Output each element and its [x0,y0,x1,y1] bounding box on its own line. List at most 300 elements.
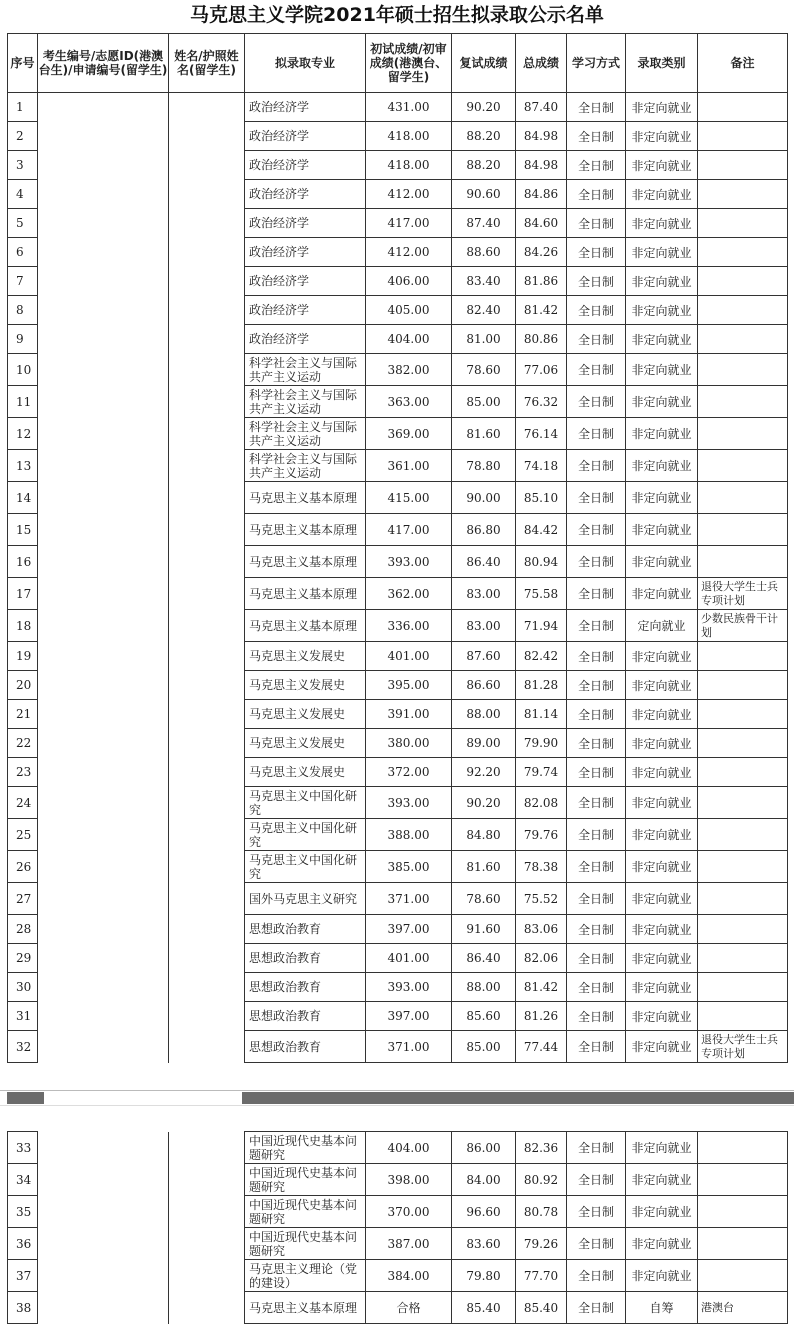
cell-exam-id [38,819,169,851]
cell-major: 中国近现代史基本问题研究 [245,1228,366,1260]
cell-total-score: 79.74 [516,758,567,787]
table-row [8,578,788,610]
cell-name [169,93,245,122]
cell-retest-score: 87.60 [452,642,516,671]
cell-category: 非定向就业 [626,973,698,1002]
cell-category: 非定向就业 [626,238,698,267]
cell-retest-score: 83.00 [452,578,516,610]
cell-major: 马克思主义基本原理 [245,610,366,642]
table-row [8,122,788,151]
header-initial-score: 初试成绩/初审成绩(港澳台、留学生) [366,34,452,93]
cell-name [169,238,245,267]
cell-category: 非定向就业 [626,883,698,915]
cell-seq: 21 [8,700,38,729]
cell-retest-score: 82.40 [452,296,516,325]
table-row [8,1196,788,1228]
table-row [8,546,788,578]
cell-note [698,514,788,546]
cell-total-score: 82.36 [516,1132,567,1164]
cell-exam-id [38,1031,169,1063]
cell-category: 定向就业 [626,610,698,642]
cell-major: 马克思主义基本原理 [245,482,366,514]
cell-retest-score: 83.00 [452,610,516,642]
cell-note [698,546,788,578]
cell-category: 非定向就业 [626,267,698,296]
table-row [8,915,788,944]
cell-study-mode: 全日制 [567,973,626,1002]
table-row [8,787,788,819]
cell-major: 马克思主义发展史 [245,729,366,758]
cell-exam-id [38,325,169,354]
cell-category: 非定向就业 [626,851,698,883]
cell-name [169,642,245,671]
cell-exam-id [38,418,169,450]
cell-retest-score: 83.40 [452,267,516,296]
cell-note [698,671,788,700]
cell-category: 非定向就业 [626,671,698,700]
cell-note [698,122,788,151]
cell-seq: 19 [8,642,38,671]
table-row [8,944,788,973]
table-row [8,1228,788,1260]
cell-seq: 34 [8,1164,38,1196]
page-break-line-top [0,1090,794,1091]
cell-initial-score: 387.00 [366,1228,452,1260]
page-break-bar-left [7,1092,44,1104]
cell-total-score: 85.10 [516,482,567,514]
cell-major: 思想政治教育 [245,973,366,1002]
cell-name [169,787,245,819]
cell-category: 非定向就业 [626,1132,698,1164]
cell-seq: 15 [8,514,38,546]
cell-note [698,267,788,296]
cell-study-mode: 全日制 [567,1260,626,1292]
cell-total-score: 81.26 [516,1002,567,1031]
table-row [8,238,788,267]
cell-retest-score: 88.00 [452,973,516,1002]
cell-note [698,1260,788,1292]
cell-exam-id [38,671,169,700]
cell-note [698,238,788,267]
cell-note [698,354,788,386]
cell-study-mode: 全日制 [567,915,626,944]
cell-study-mode: 全日制 [567,238,626,267]
cell-exam-id [38,944,169,973]
table-row [8,973,788,1002]
cell-total-score: 77.70 [516,1260,567,1292]
cell-study-mode: 全日制 [567,758,626,787]
cell-retest-score: 90.20 [452,93,516,122]
cell-category: 非定向就业 [626,787,698,819]
cell-name [169,915,245,944]
cell-retest-score: 78.60 [452,883,516,915]
cell-category: 非定向就业 [626,514,698,546]
cell-initial-score: 385.00 [366,851,452,883]
cell-major: 政治经济学 [245,151,366,180]
cell-category: 非定向就业 [626,1164,698,1196]
cell-study-mode: 全日制 [567,514,626,546]
cell-major: 马克思主义基本原理 [245,1292,366,1324]
table-row [8,819,788,851]
cell-initial-score: 401.00 [366,944,452,973]
cell-name [169,450,245,482]
cell-retest-score: 86.40 [452,944,516,973]
cell-study-mode: 全日制 [567,93,626,122]
cell-major: 马克思主义发展史 [245,671,366,700]
cell-name [169,1031,245,1063]
cell-retest-score: 81.00 [452,325,516,354]
cell-study-mode: 全日制 [567,819,626,851]
cell-name [169,1260,245,1292]
cell-seq: 30 [8,973,38,1002]
cell-major: 政治经济学 [245,180,366,209]
cell-study-mode: 全日制 [567,418,626,450]
cell-retest-score: 86.60 [452,671,516,700]
cell-initial-score: 380.00 [366,729,452,758]
cell-total-score: 84.26 [516,238,567,267]
cell-seq: 25 [8,819,38,851]
header-retest-score: 复试成绩 [452,34,516,93]
cell-initial-score: 合格 [366,1292,452,1324]
cell-name [169,883,245,915]
cell-category: 非定向就业 [626,1228,698,1260]
cell-major: 马克思主义基本原理 [245,514,366,546]
cell-name [169,1196,245,1228]
cell-study-mode: 全日制 [567,482,626,514]
cell-name [169,267,245,296]
cell-total-score: 77.44 [516,1031,567,1063]
cell-category: 非定向就业 [626,354,698,386]
cell-seq: 16 [8,546,38,578]
cell-note [698,973,788,1002]
cell-retest-score: 88.20 [452,151,516,180]
cell-seq: 6 [8,238,38,267]
cell-initial-score: 405.00 [366,296,452,325]
cell-initial-score: 418.00 [366,151,452,180]
cell-total-score: 85.40 [516,1292,567,1324]
cell-exam-id [38,514,169,546]
cell-category: 非定向就业 [626,450,698,482]
cell-study-mode: 全日制 [567,700,626,729]
header-note: 备注 [698,34,788,93]
cell-seq: 10 [8,354,38,386]
cell-note [698,296,788,325]
cell-retest-score: 88.20 [452,122,516,151]
cell-seq: 4 [8,180,38,209]
cell-total-score: 80.94 [516,546,567,578]
cell-exam-id [38,209,169,238]
cell-initial-score: 397.00 [366,1002,452,1031]
cell-name [169,973,245,1002]
cell-total-score: 82.06 [516,944,567,973]
cell-retest-score: 78.60 [452,354,516,386]
cell-initial-score: 412.00 [366,180,452,209]
cell-initial-score: 361.00 [366,450,452,482]
cell-name [169,671,245,700]
table-row [8,1292,788,1324]
cell-initial-score: 404.00 [366,1132,452,1164]
header-category: 录取类别 [626,34,698,93]
cell-category: 非定向就业 [626,944,698,973]
cell-category: 非定向就业 [626,325,698,354]
cell-exam-id [38,1228,169,1260]
cell-seq: 20 [8,671,38,700]
cell-note [698,209,788,238]
cell-exam-id [38,354,169,386]
cell-seq: 2 [8,122,38,151]
cell-initial-score: 336.00 [366,610,452,642]
cell-total-score: 83.06 [516,915,567,944]
cell-initial-score: 398.00 [366,1164,452,1196]
cell-seq: 38 [8,1292,38,1324]
header-row [8,34,788,93]
cell-note [698,151,788,180]
cell-exam-id [38,1164,169,1196]
cell-note [698,1002,788,1031]
cell-total-score: 84.98 [516,122,567,151]
cell-study-mode: 全日制 [567,1031,626,1063]
cell-category: 非定向就业 [626,151,698,180]
cell-major: 中国近现代史基本问题研究 [245,1132,366,1164]
cell-note [698,883,788,915]
cell-seq: 37 [8,1260,38,1292]
cell-name [169,151,245,180]
cell-initial-score: 372.00 [366,758,452,787]
cell-exam-id [38,787,169,819]
cell-retest-score: 79.80 [452,1260,516,1292]
cell-study-mode: 全日制 [567,1164,626,1196]
cell-study-mode: 全日制 [567,325,626,354]
table-row [8,450,788,482]
admission-table-part-2 [7,1131,788,1324]
cell-note [698,819,788,851]
cell-initial-score: 391.00 [366,700,452,729]
cell-initial-score: 363.00 [366,386,452,418]
cell-initial-score: 395.00 [366,671,452,700]
table-row [8,296,788,325]
cell-study-mode: 全日制 [567,1228,626,1260]
cell-study-mode: 全日制 [567,209,626,238]
cell-retest-score: 90.60 [452,180,516,209]
cell-study-mode: 全日制 [567,578,626,610]
cell-initial-score: 384.00 [366,1260,452,1292]
cell-total-score: 82.08 [516,787,567,819]
cell-major: 政治经济学 [245,209,366,238]
cell-seq: 24 [8,787,38,819]
cell-exam-id [38,973,169,1002]
cell-seq: 14 [8,482,38,514]
cell-exam-id [38,883,169,915]
cell-major: 马克思主义中国化研究 [245,819,366,851]
cell-note [698,700,788,729]
page-title: 马克思主义学院2021年硕士招生拟录取公示名单 [190,4,604,26]
cell-study-mode: 全日制 [567,122,626,151]
cell-major: 中国近现代史基本问题研究 [245,1164,366,1196]
cell-total-score: 79.90 [516,729,567,758]
cell-total-score: 74.18 [516,450,567,482]
cell-exam-id [38,546,169,578]
cell-seq: 36 [8,1228,38,1260]
cell-total-score: 79.26 [516,1228,567,1260]
cell-major: 中国近现代史基本问题研究 [245,1196,366,1228]
cell-name [169,1132,245,1164]
cell-name [169,354,245,386]
cell-total-score: 82.42 [516,642,567,671]
cell-retest-score: 86.40 [452,546,516,578]
table-row [8,1260,788,1292]
cell-exam-id [38,1260,169,1292]
table-row [8,180,788,209]
cell-major: 科学社会主义与国际共产主义运动 [245,418,366,450]
cell-note: 退役大学生士兵专项计划 [698,578,788,610]
cell-category: 非定向就业 [626,915,698,944]
cell-retest-score: 89.00 [452,729,516,758]
cell-name [169,122,245,151]
cell-study-mode: 全日制 [567,354,626,386]
cell-note [698,325,788,354]
cell-name [169,296,245,325]
cell-study-mode: 全日制 [567,883,626,915]
cell-exam-id [38,578,169,610]
cell-initial-score: 412.00 [366,238,452,267]
cell-category: 非定向就业 [626,758,698,787]
cell-initial-score: 362.00 [366,578,452,610]
cell-initial-score: 404.00 [366,325,452,354]
cell-exam-id [38,93,169,122]
cell-study-mode: 全日制 [567,386,626,418]
cell-exam-id [38,1196,169,1228]
cell-retest-score: 85.00 [452,1031,516,1063]
cell-study-mode: 全日制 [567,1196,626,1228]
cell-note [698,418,788,450]
cell-exam-id [38,238,169,267]
cell-major: 思想政治教育 [245,1031,366,1063]
cell-note [698,729,788,758]
cell-exam-id [38,180,169,209]
cell-total-score: 80.92 [516,1164,567,1196]
table-row [8,151,788,180]
cell-seq: 27 [8,883,38,915]
cell-initial-score: 415.00 [366,482,452,514]
cell-initial-score: 431.00 [366,93,452,122]
cell-retest-score: 84.00 [452,1164,516,1196]
admission-table-part-1 [7,33,788,1063]
table-row [8,1002,788,1031]
cell-initial-score: 417.00 [366,209,452,238]
cell-note [698,386,788,418]
cell-total-score: 81.42 [516,296,567,325]
cell-total-score: 76.14 [516,418,567,450]
table-row [8,1031,788,1063]
cell-major: 思想政治教育 [245,944,366,973]
cell-exam-id [38,386,169,418]
cell-name [169,578,245,610]
cell-initial-score: 397.00 [366,915,452,944]
cell-retest-score: 78.80 [452,450,516,482]
header-seq: 序号 [8,34,38,93]
cell-note [698,1196,788,1228]
cell-exam-id [38,610,169,642]
cell-study-mode: 全日制 [567,1132,626,1164]
cell-category: 非定向就业 [626,729,698,758]
cell-seq: 7 [8,267,38,296]
cell-total-score: 80.86 [516,325,567,354]
cell-initial-score: 393.00 [366,787,452,819]
cell-category: 非定向就业 [626,482,698,514]
cell-exam-id [38,450,169,482]
cell-exam-id [38,758,169,787]
cell-initial-score: 370.00 [366,1196,452,1228]
cell-category: 非定向就业 [626,296,698,325]
cell-initial-score: 369.00 [366,418,452,450]
cell-major: 科学社会主义与国际共产主义运动 [245,386,366,418]
cell-retest-score: 87.40 [452,209,516,238]
cell-note [698,1228,788,1260]
cell-study-mode: 全日制 [567,546,626,578]
cell-name [169,700,245,729]
cell-total-score: 75.58 [516,578,567,610]
cell-exam-id [38,915,169,944]
cell-note: 退役大学生士兵专项计划 [698,1031,788,1063]
cell-total-score: 76.32 [516,386,567,418]
cell-note [698,93,788,122]
cell-name [169,1002,245,1031]
cell-retest-score: 85.00 [452,386,516,418]
cell-note: 港澳台 [698,1292,788,1324]
cell-major: 马克思主义发展史 [245,758,366,787]
cell-total-score: 87.40 [516,93,567,122]
cell-name [169,1164,245,1196]
cell-exam-id [38,700,169,729]
table-row [8,93,788,122]
table-row [8,758,788,787]
table-row [8,514,788,546]
cell-name [169,729,245,758]
cell-total-score: 81.28 [516,671,567,700]
cell-study-mode: 全日制 [567,151,626,180]
cell-note [698,944,788,973]
cell-major: 马克思主义中国化研究 [245,851,366,883]
cell-major: 科学社会主义与国际共产主义运动 [245,354,366,386]
cell-name [169,180,245,209]
cell-retest-score: 90.20 [452,787,516,819]
cell-retest-score: 91.60 [452,915,516,944]
cell-study-mode: 全日制 [567,296,626,325]
cell-total-score: 84.86 [516,180,567,209]
cell-major: 马克思主义发展史 [245,642,366,671]
cell-name [169,610,245,642]
cell-major: 政治经济学 [245,267,366,296]
cell-exam-id [38,851,169,883]
table-row [8,418,788,450]
cell-seq: 3 [8,151,38,180]
cell-seq: 8 [8,296,38,325]
cell-category: 非定向就业 [626,700,698,729]
cell-note [698,787,788,819]
cell-note [698,1132,788,1164]
cell-retest-score: 88.00 [452,700,516,729]
cell-note [698,180,788,209]
cell-exam-id [38,1132,169,1164]
cell-name [169,514,245,546]
cell-total-score: 75.52 [516,883,567,915]
cell-name [169,1292,245,1324]
cell-note [698,642,788,671]
cell-retest-score: 81.60 [452,418,516,450]
cell-study-mode: 全日制 [567,642,626,671]
cell-category: 非定向就业 [626,93,698,122]
table-row [8,851,788,883]
